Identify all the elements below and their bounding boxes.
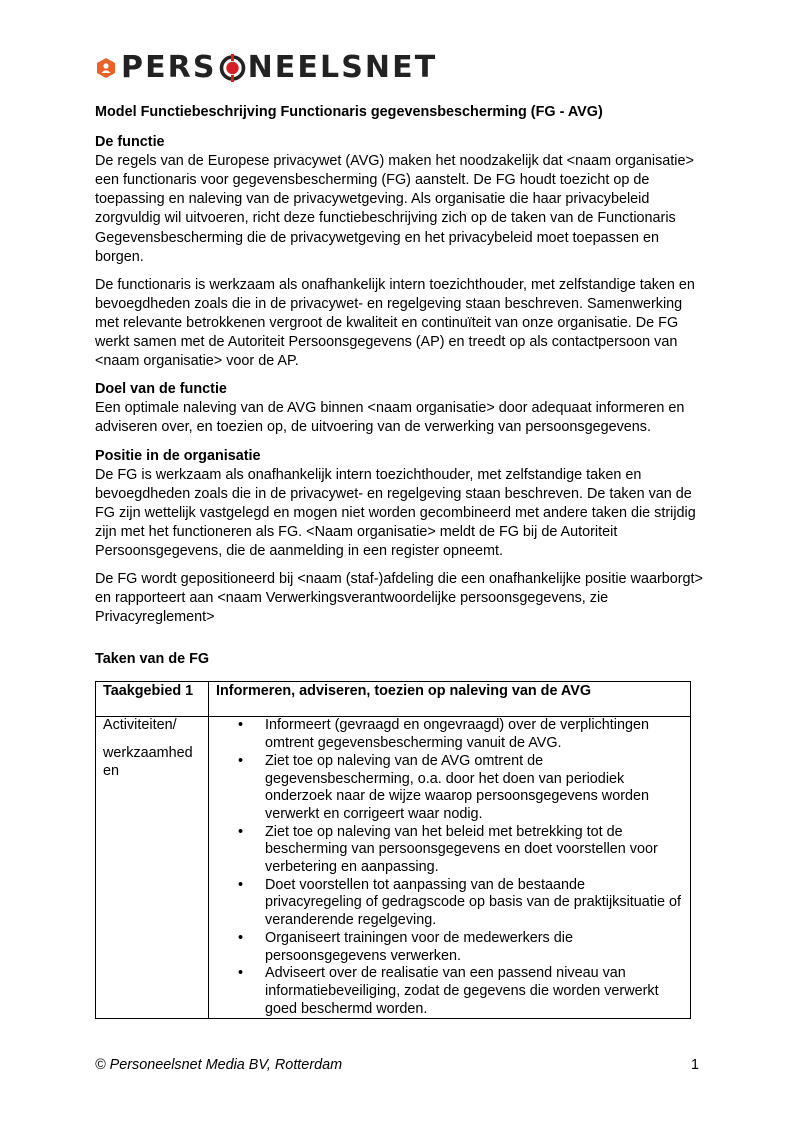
task-area-title-cell — [209, 682, 691, 717]
section-doel-van-de-functie — [95, 380, 705, 437]
activities-list-cell — [209, 717, 691, 1019]
section-paragraph: De regels van de Europese privacywet (AVG) maken het noodzakelijk dat <naam organisatie> een functionaris voor gegevensbescherming (FG) aanstelt. De FG houdt toezicht op de toepassing en naleving van de privacywetgeving. Als organisatie die haar privacybeleid zorgvuldig wil uitvoeren, richt deze functiebeschrijving zich op de taken van de Functionaris Gegevensbescherming die de privacywetgeving en het privacybeleid moet toepassen en borgen. — [95, 153, 694, 265]
activity-item: • Ziet toe op naleving van het beleid met betrekking tot de bescherming van persoonsgegevens en doet voorstellen voor verbetering en aanpassing. — [265, 824, 682, 877]
activities-label-line: werkzaamhed en — [103, 745, 193, 779]
section-de-functie — [95, 133, 705, 371]
task-table-activities-row — [96, 717, 691, 1019]
activities-label-line: Activiteiten/ — [103, 717, 177, 734]
logo-wordmark — [121, 50, 438, 85]
document-title: Model Functiebeschrijving Functionaris gegevensbescherming (FG - AVG) — [95, 104, 603, 120]
section-heading: Doel van de functie — [95, 381, 227, 398]
document-body — [95, 103, 705, 1019]
task-table — [95, 681, 691, 1019]
task-area-label-cell — [96, 682, 209, 717]
activities-label-cell — [96, 717, 209, 1019]
activity-item: • Adviseert over de realisatie van een passend niveau van informatiebeveiliging, zodat de gegevens die worden verwerkt goed beschermd worden. — [265, 965, 682, 1018]
target-icon — [219, 54, 246, 82]
activities-list — [209, 717, 682, 1018]
section-positie-in-de-organisatie — [95, 447, 705, 628]
section-heading: De functie — [95, 134, 165, 151]
section-paragraph: Een optimale naleving van de AVG binnen <naam organisatie> door adequaat informeren en adviseren over, en toezien op, de uitvoering van de verwerking van persoonsgegevens. — [95, 400, 685, 436]
activity-item: • Ziet toe op naleving van de AVG omtrent de gegevensbescherming, o.a. door het doen van periodiek onderzoek naar de wijze waarop persoonsgegevens worden verwerkt en corrigeert waar nodig. — [265, 753, 682, 824]
section-paragraph: De functionaris is werkzaam als onafhankelijk intern toezichthouder, met zelfstandige taken en bevoegdheden zoals die in de privacywet- en regelgeving staan beschreven. Samenwerking met relevante betrokkenen vergroot de kwaliteit en continuïteit van onze organisatie. De FG werkt samen met de Autoriteit Persoonsgegevens (AP) en treedt op als contactpersoon van <naam organisatie> voor de AP. — [95, 276, 695, 370]
task-table-header-row — [96, 682, 691, 717]
task-area-title: Informeren, adviseren, toezien op naleving van de AVG — [216, 683, 592, 700]
activity-item: • Doet voorstellen tot aanpassing van de bestaande privacyregeling of gedragscode op basis van de praktijksituatie of veranderende regelgeving. — [265, 877, 682, 930]
activity-item: • Organiseert trainingen voor de medewerkers die persoonsgegevens verwerken. — [265, 930, 682, 965]
section-paragraph: De FG is werkzaam als onafhankelijk intern toezichthouder, met zelfstandige taken en bevoegdheden zoals die in de privacywet- en regelgeving staan beschreven. De taken van de FG zijn wettelijk vastgelegd en mogen niet worden gecombineerd met andere taken die strijdig zijn met het functioneren als FG. <Naam organisatie> meldt de FG bij de Autoriteit Persoonsgegevens, die de aanmelding in een register opneemt. — [95, 466, 696, 559]
logo-badge-icon — [95, 57, 117, 79]
activity-item: • Informeert (gevraagd en ongevraagd) over de verplichtingen omtrent gegevensbescherming vanuit de AVG. — [265, 717, 682, 752]
section-heading: Positie in de organisatie — [95, 447, 261, 464]
footer-copyright: © Personeelsnet Media BV, Rotterdam — [95, 1057, 343, 1073]
tasks-heading: Taken van de FG — [95, 651, 210, 668]
personeelsnet-logo — [95, 50, 437, 86]
logo-text-right: NEELSNET — [247, 50, 438, 85]
footer-page-number: 1 — [691, 1057, 700, 1073]
task-area-label: Taakgebied 1 — [103, 683, 194, 700]
section-paragraph: De FG wordt gepositioneerd bij <naam (staf-)afdeling die een onafhankelijke positie waarborgt> en rapporteert aan <naam Verwerkingsverantwoordelijke persoonsgegevens, zie Privacyreglement> — [95, 571, 703, 626]
logo-text-left: PERS — [121, 50, 217, 85]
